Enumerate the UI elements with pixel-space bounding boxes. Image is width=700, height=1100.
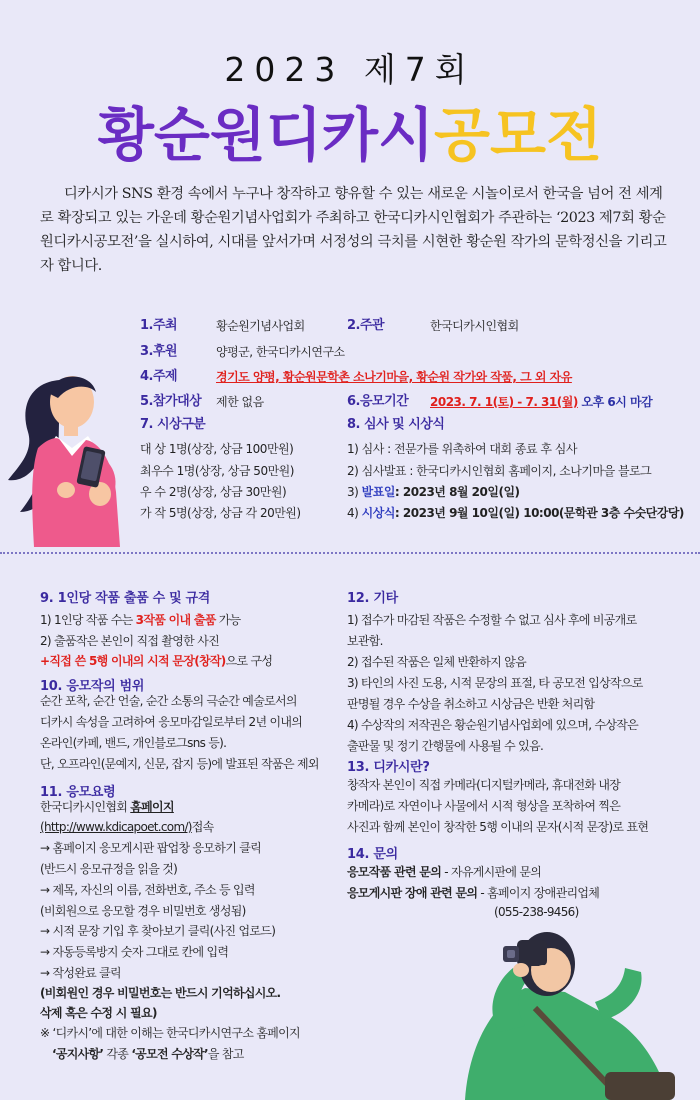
intro-paragraph: 디카시가 SNS 환경 속에서 누구나 창작하고 향유할 수 있는 새로운 시놀이로서 한국을 넘어 전 세계로 확장되고 있는 가운데 황순원기념사업회가 주최하고 한국디카시인협회가 주관하는 ‘2023 제7회 황순원디카시공모전’을 실시하여, 시대를 앞서가며 서정성의 극치를 시현한 황순원 작가의 문학정신을 기리고자 합니다. [40,186,667,274]
s13-title: 13. 디카시란? [347,760,430,775]
s13-line-1: 창작자 본인이 직접 카메라(디지털카메라, 휴대전화 내장 [347,778,621,792]
judge-item-1: 1) 심사 : 전문가를 위촉하여 대회 종료 후 심사 [347,442,577,456]
host-label: 1.주최 [140,318,178,333]
s11-step-2-note: (비회원으로 응모할 경우 비밀번호 생성됨) [40,904,246,918]
s13-line-3: 사진과 함께 본인이 창작한 5행 이내의 문자(시적 문장)로 표현 [347,820,649,834]
s10-title: 10. 응모작의 범위 [40,679,145,694]
judging-label: 8. 심사 및 시상식 [347,417,445,432]
s9-line-3: +직접 쓴 5행 이내의 시적 문장(창작)으로 구성 [40,654,273,668]
s14-line-2: 응모게시판 장애 관련 문의 - 홈페이지 장애관리업체 [347,886,600,900]
s9-line-2: 2) 출품작은 본인이 직접 촬영한 사진 [40,634,219,648]
s12-title: 12. 기타 [347,591,398,606]
s11-step-4: → 자동등록방지 숫자 그대로 칸에 입력 [40,945,229,959]
s11-step-2: → 제목, 자신의 이름, 전화번호, 주소 등 입력 [40,883,255,897]
period-time: 오후 6시 마감 [577,395,653,409]
dotted-divider [0,552,700,554]
title-yellow-part: 공모전 [434,101,603,169]
s12-line-2: 2) 접수된 작품은 일체 반환하지 않음 [347,655,526,669]
award-honorable: 가 작 5명(상장, 상금 각 20만원) [140,506,301,520]
judge-item-2: 2) 심사발표 : 한국디카시인협회 홈페이지, 소나기마을 블로그 [347,464,652,478]
judge-item-3: 3) 발표일: 2023년 8월 20일(일) [347,485,520,499]
man-with-camera-illustration [455,922,700,1100]
main-title [0,88,700,172]
s11-warning-2: 삭제 혹은 수정 시 필요) [40,1006,157,1020]
s12-line-4b: 출판물 및 정기 간행물에 사용될 수 있음. [347,739,544,753]
title-purple-part: 황순원디카시 [97,101,435,169]
s11-step-1: → 홈페이지 응모게시판 팝업창 응모하기 클릭 [40,841,261,855]
year-line: 2023 제7회 [224,50,476,89]
s11-note-1: ※ ‘디카시’에 대한 이해는 한국디카시연구소 홈페이지 [40,1026,300,1040]
s10-line-4: 단, 오프라인(문예지, 신문, 잡지 등)에 발표된 작품은 제외 [40,757,319,771]
award-merit: 우 수 2명(상장, 상금 30만원) [140,485,287,499]
s10-line-3: 온라인(카페, 밴드, 개인블로그sns 등). [40,736,227,750]
period-label: 6.응모기간 [347,394,409,409]
s9-title: 9. 1인당 작품 출품 수 및 규격 [40,591,211,606]
s12-line-4: 4) 수상작의 저작권은 황순원기념사업회에 있으며, 수상작은 [347,718,639,732]
s11-step-1-note: (반드시 응모규정을 읽을 것) [40,862,178,876]
s14-phone: (055-238-9456) [494,905,579,919]
host-value: 황순원기념사업회 [216,319,305,333]
s12-line-1b: 보관함. [347,634,383,648]
organizer-value: 한국디카시인협회 [430,319,519,333]
judge-item-4: 4) 시상식: 2023년 9월 10일(일) 10:00(문학관 3층 수숫단강당) [347,506,684,520]
s11-line-2: (http://www.kdicapoet.com/)접속 [40,820,214,834]
award-excellence: 최우수 1명(상장, 상금 50만원) [140,464,294,478]
s11-note-2: ‘공지사항’ 각종 ‘공모전 수상작’을 참고 [52,1047,244,1061]
theme-label: 4.주제 [140,369,178,384]
s12-line-3b: 판명될 경우 수상을 취소하고 시상금은 반환 처리함 [347,697,595,711]
s12-line-1: 1) 접수가 마감된 작품은 수정할 수 없고 심사 후에 비공개로 [347,613,637,627]
period-value [430,394,652,410]
sponsor-label: 3.후원 [140,344,178,359]
eligibility-value: 제한 없음 [216,395,264,409]
s12-line-3: 3) 타인의 사진 도용, 시적 문장의 표절, 타 공모전 입상작으로 [347,676,643,690]
s10-line-2: 디카시 속성을 고려하여 응모마감일로부터 2년 이내의 [40,715,303,729]
s9-line-1: 1) 1인당 작품 수는 3작품 이내 출품 가능 [40,613,241,627]
awards-label: 7. 시상구분 [140,417,206,432]
organizer-label: 2.주관 [347,318,385,333]
s11-line-1: 한국디카시인협회 홈페이지 [40,800,174,814]
info-block [140,318,684,523]
s10-line-1: 순간 포착, 순간 언술, 순간 소통의 극순간 예술로서의 [40,694,297,708]
award-grand: 대 상 1명(상장, 상금 100만원) [140,442,294,456]
s11-title: 11. 응모요령 [40,785,116,800]
s13-line-2: 카메라)로 자연이나 사물에서 시적 형상을 포착하여 찍은 [347,799,621,813]
s11-warning-1: (비회원인 경우 비밀번호는 반드시 기억하십시오. [40,986,281,1000]
sponsor-value: 양평군, 한국디카시연구소 [216,345,345,359]
period-dates: 2023. 7. 1(토) - 7. 31(월) [430,395,578,409]
eligibility-label: 5.참가대상 [140,394,202,409]
s14-line-1: 응모작품 관련 문의 - 자유게시판에 문의 [347,865,542,879]
s11-step-5: → 작성완료 클릭 [40,966,121,980]
theme-value: 경기도 양평, 황순원문학촌 소나기마을, 황순원 작가와 작품, 그 외 자유 [216,370,572,384]
woman-with-phone-illustration [0,362,138,547]
s11-step-3: → 시적 문장 기입 후 찾아보기 클릭(사진 업로드) [40,924,276,938]
s14-title: 14. 문의 [347,847,398,862]
